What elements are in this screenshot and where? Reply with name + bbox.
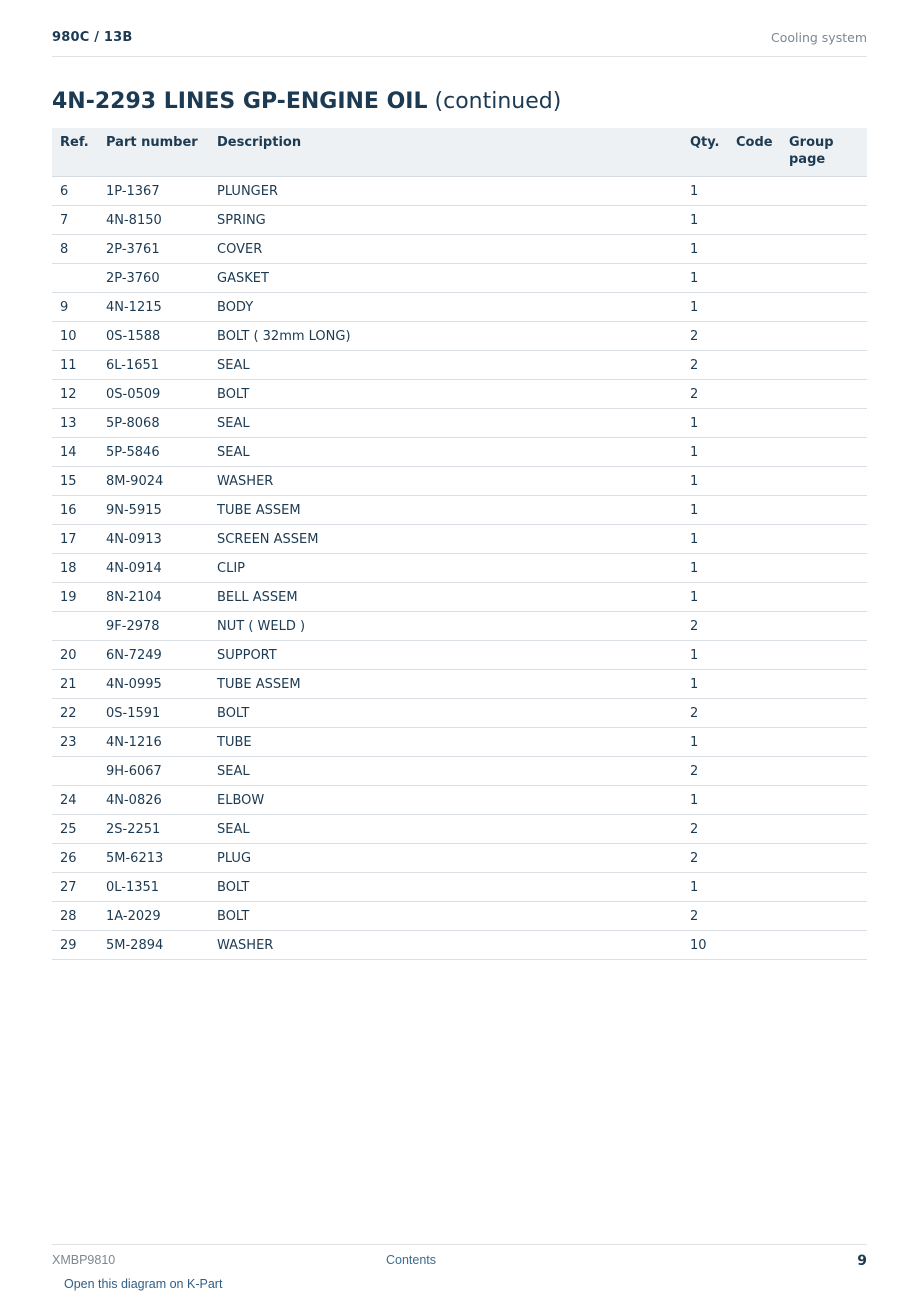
cell-part-number: 5P-5846 [98,438,209,467]
cell-part-number: 0S-0509 [98,380,209,409]
col-qty: Qty. [682,128,728,177]
cell-description: COVER [209,235,682,264]
cell-code [728,206,781,235]
table-body [52,177,867,960]
table-row [52,496,867,525]
table-row [52,177,867,206]
cell-ref: 20 [52,641,98,670]
cell-ref [52,612,98,641]
cell-group-page [781,409,867,438]
cell-code [728,467,781,496]
cell-code [728,873,781,902]
table-row [52,844,867,873]
cell-qty: 1 [682,293,728,322]
cell-ref: 26 [52,844,98,873]
table-row [52,641,867,670]
cell-group-page [781,641,867,670]
cell-description: BOLT ( 32mm LONG) [209,322,682,351]
cell-part-number: 4N-1215 [98,293,209,322]
cell-ref: 10 [52,322,98,351]
cell-ref [52,757,98,786]
cell-ref: 19 [52,583,98,612]
cell-group-page [781,583,867,612]
cell-qty: 1 [682,438,728,467]
open-diagram-link[interactable]: Open this diagram on K-Part [64,1277,223,1291]
cell-code [728,438,781,467]
cell-code [728,757,781,786]
cell-description: BOLT [209,902,682,931]
cell-description: TUBE [209,728,682,757]
cell-part-number: 4N-8150 [98,206,209,235]
cell-description: BOLT [209,873,682,902]
table-row [52,670,867,699]
cell-code [728,409,781,438]
cell-code [728,496,781,525]
cell-part-number: 2P-3760 [98,264,209,293]
col-code: Code [728,128,781,177]
cell-qty: 1 [682,554,728,583]
cell-qty: 2 [682,699,728,728]
cell-ref: 17 [52,525,98,554]
cell-qty: 1 [682,206,728,235]
cell-part-number: 8N-2104 [98,583,209,612]
cell-group-page [781,757,867,786]
cell-code [728,322,781,351]
cell-group-page [781,902,867,931]
title-main: 4N-2293 LINES GP-ENGINE OIL [52,89,428,114]
cell-qty: 1 [682,496,728,525]
col-ref: Ref. [52,128,98,177]
cell-ref: 6 [52,177,98,206]
cell-part-number: 9H-6067 [98,757,209,786]
table-row [52,931,867,960]
table-row [52,873,867,902]
page-footer [52,1244,867,1301]
cell-group-page [781,670,867,699]
cell-qty: 10 [682,931,728,960]
cell-part-number: 0S-1591 [98,699,209,728]
cell-ref: 13 [52,409,98,438]
header-row [52,128,867,177]
cell-qty: 1 [682,264,728,293]
cell-group-page [781,815,867,844]
table-row [52,409,867,438]
cell-description: SEAL [209,409,682,438]
parts-table [52,128,867,960]
cell-group-page [781,554,867,583]
table-row [52,206,867,235]
cell-ref: 9 [52,293,98,322]
cell-code [728,583,781,612]
cell-description: BOLT [209,380,682,409]
cell-group-page [781,322,867,351]
cell-group-page [781,699,867,728]
table-row [52,235,867,264]
cell-ref: 21 [52,670,98,699]
title-suffix: (continued) [434,89,562,114]
cell-group-page [781,467,867,496]
cell-description: CLIP [209,554,682,583]
cell-part-number: 2S-2251 [98,815,209,844]
cell-qty: 1 [682,873,728,902]
page-header [52,28,867,57]
cell-description: WASHER [209,931,682,960]
cell-group-page [781,873,867,902]
cell-qty: 2 [682,322,728,351]
cell-ref: 11 [52,351,98,380]
table-row [52,757,867,786]
table-row [52,699,867,728]
model-label: 980C / 13B [52,30,133,45]
cell-part-number: 4N-0826 [98,786,209,815]
cell-part-number: 8M-9024 [98,467,209,496]
cell-ref: 16 [52,496,98,525]
cell-code [728,264,781,293]
cell-qty: 2 [682,902,728,931]
cell-group-page [781,438,867,467]
cell-code [728,902,781,931]
cell-part-number: 4N-0914 [98,554,209,583]
cell-code [728,670,781,699]
cell-qty: 1 [682,177,728,206]
table-row [52,786,867,815]
cell-qty: 1 [682,235,728,264]
cell-code [728,699,781,728]
cell-qty: 1 [682,670,728,699]
cell-group-page [781,264,867,293]
cell-ref: 22 [52,699,98,728]
cell-ref: 8 [52,235,98,264]
cell-qty: 2 [682,815,728,844]
table-row [52,264,867,293]
cell-qty: 2 [682,757,728,786]
cell-qty: 2 [682,380,728,409]
cell-description: SEAL [209,815,682,844]
table-row [52,525,867,554]
cell-part-number: 6L-1651 [98,351,209,380]
cell-group-page [781,728,867,757]
cell-code [728,815,781,844]
cell-code [728,931,781,960]
cell-description: WASHER [209,467,682,496]
cell-part-number: 5P-8068 [98,409,209,438]
cell-qty: 1 [682,583,728,612]
cell-description: GASKET [209,264,682,293]
cell-part-number: 0S-1588 [98,322,209,351]
cell-group-page [781,525,867,554]
cell-qty: 1 [682,728,728,757]
col-description: Description [209,128,682,177]
cell-part-number: 1P-1367 [98,177,209,206]
page-title [52,89,561,114]
cell-description: SPRING [209,206,682,235]
cell-code [728,380,781,409]
cell-description: SUPPORT [209,641,682,670]
cell-group-page [781,931,867,960]
cell-group-page [781,351,867,380]
cell-part-number: 5M-2894 [98,931,209,960]
cell-group-page [781,293,867,322]
cell-group-page [781,235,867,264]
cell-code [728,351,781,380]
cell-group-page [781,380,867,409]
cell-description: PLUG [209,844,682,873]
cell-part-number: 1A-2029 [98,902,209,931]
section-label: Cooling system [771,30,867,45]
cell-description: SCREEN ASSEM [209,525,682,554]
cell-description: NUT ( WELD ) [209,612,682,641]
cell-qty: 1 [682,641,728,670]
cell-code [728,235,781,264]
contents-link[interactable]: Contents [386,1253,437,1267]
cell-part-number: 4N-1216 [98,728,209,757]
cell-description: TUBE ASSEM [209,670,682,699]
cell-part-number: 2P-3761 [98,235,209,264]
table-header [52,128,867,177]
cell-group-page [781,844,867,873]
cell-description: SEAL [209,351,682,380]
table-row [52,583,867,612]
cell-ref: 25 [52,815,98,844]
page-number: 9 [857,1253,867,1269]
cell-ref: 24 [52,786,98,815]
table-row [52,293,867,322]
cell-qty: 2 [682,844,728,873]
cell-qty: 2 [682,351,728,380]
cell-description: TUBE ASSEM [209,496,682,525]
cell-qty: 1 [682,467,728,496]
cell-description: SEAL [209,757,682,786]
table-row [52,902,867,931]
cell-group-page [781,786,867,815]
cell-description: SEAL [209,438,682,467]
cell-code [728,641,781,670]
cell-ref: 27 [52,873,98,902]
table-row [52,467,867,496]
cell-code [728,525,781,554]
cell-ref: 18 [52,554,98,583]
cell-ref [52,264,98,293]
cell-qty: 1 [682,525,728,554]
table-row [52,815,867,844]
table-row [52,728,867,757]
cell-code [728,554,781,583]
doc-id: XMBP9810 [52,1253,116,1267]
cell-code [728,612,781,641]
cell-group-page [781,612,867,641]
cell-code [728,786,781,815]
table-row [52,351,867,380]
table-row [52,322,867,351]
cell-description: BELL ASSEM [209,583,682,612]
cell-part-number: 4N-0913 [98,525,209,554]
cell-part-number: 9N-5915 [98,496,209,525]
cell-description: BODY [209,293,682,322]
cell-ref: 29 [52,931,98,960]
cell-ref: 23 [52,728,98,757]
col-part-number: Part number [98,128,209,177]
table-row [52,612,867,641]
cell-ref: 14 [52,438,98,467]
cell-group-page [781,177,867,206]
cell-code [728,728,781,757]
cell-qty: 1 [682,409,728,438]
cell-part-number: 0L-1351 [98,873,209,902]
cell-qty: 1 [682,786,728,815]
cell-code [728,177,781,206]
table-row [52,554,867,583]
cell-part-number: 5M-6213 [98,844,209,873]
table-row [52,438,867,467]
cell-part-number: 6N-7249 [98,641,209,670]
cell-description: BOLT [209,699,682,728]
cell-ref: 7 [52,206,98,235]
cell-part-number: 9F-2978 [98,612,209,641]
cell-group-page [781,206,867,235]
cell-group-page [781,496,867,525]
cell-description: ELBOW [209,786,682,815]
cell-description: PLUNGER [209,177,682,206]
col-group-page: Group page [781,128,867,177]
cell-ref: 15 [52,467,98,496]
cell-part-number: 4N-0995 [98,670,209,699]
cell-ref: 28 [52,902,98,931]
cell-code [728,293,781,322]
table-row [52,380,867,409]
cell-code [728,844,781,873]
cell-qty: 2 [682,612,728,641]
cell-ref: 12 [52,380,98,409]
